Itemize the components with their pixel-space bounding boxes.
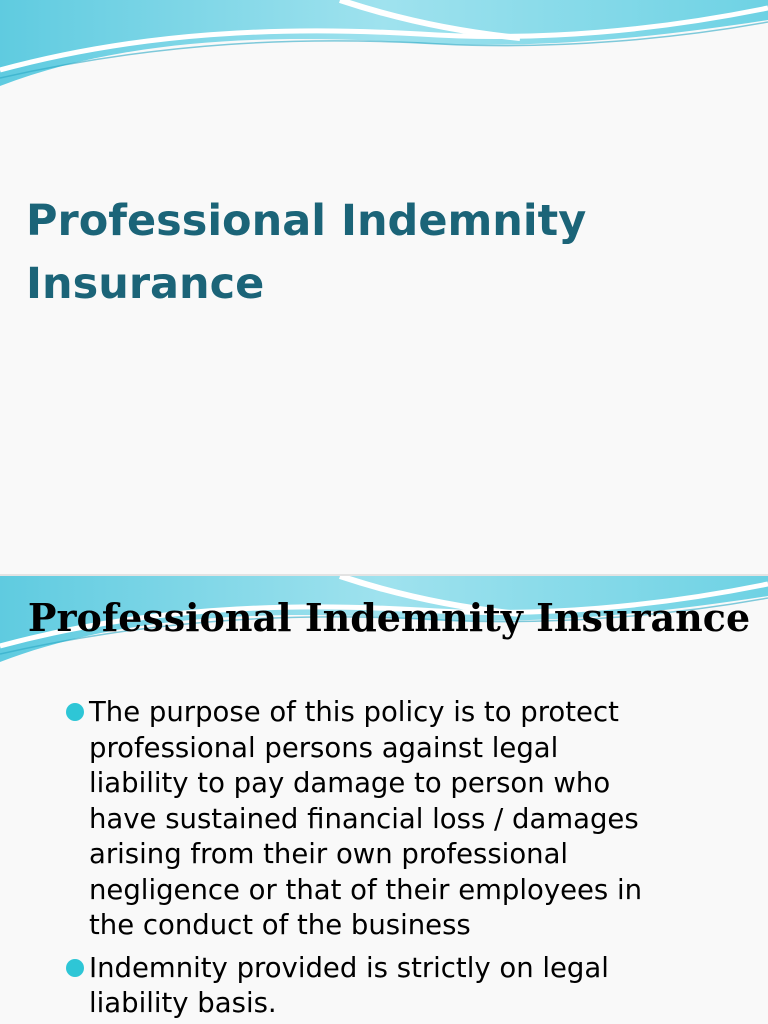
title-line: Insurance (26, 259, 265, 309)
bullet-line: professional persons against legal (89, 731, 559, 764)
bullet-icon (66, 959, 84, 977)
bullet-line: arising from their own professional (89, 838, 569, 870)
bullet-list (66, 695, 746, 1024)
bullet-line: the conduct of the business (89, 909, 471, 941)
content-slide-heading: Professional Indemnity Insurance (27, 595, 751, 640)
bullet-icon (66, 703, 84, 721)
bullet-line: The purpose of this policy is to protect (89, 696, 619, 728)
header-wave-decoration (0, 0, 768, 90)
bullet-line: have sustained financial loss / damages (89, 802, 639, 835)
bullet-line: liability to pay damage to person who (89, 767, 611, 799)
bullet-item (66, 695, 746, 944)
bullet-line: Indemnity provided is strictly on legal (89, 951, 609, 984)
title-line: Professional Indemnity (26, 196, 587, 246)
bullet-line: negligence or that of their employees in (89, 873, 643, 906)
bullet-item (66, 951, 746, 1022)
bullet-line: liability basis. (89, 987, 277, 1019)
title-slide-heading (26, 190, 726, 316)
